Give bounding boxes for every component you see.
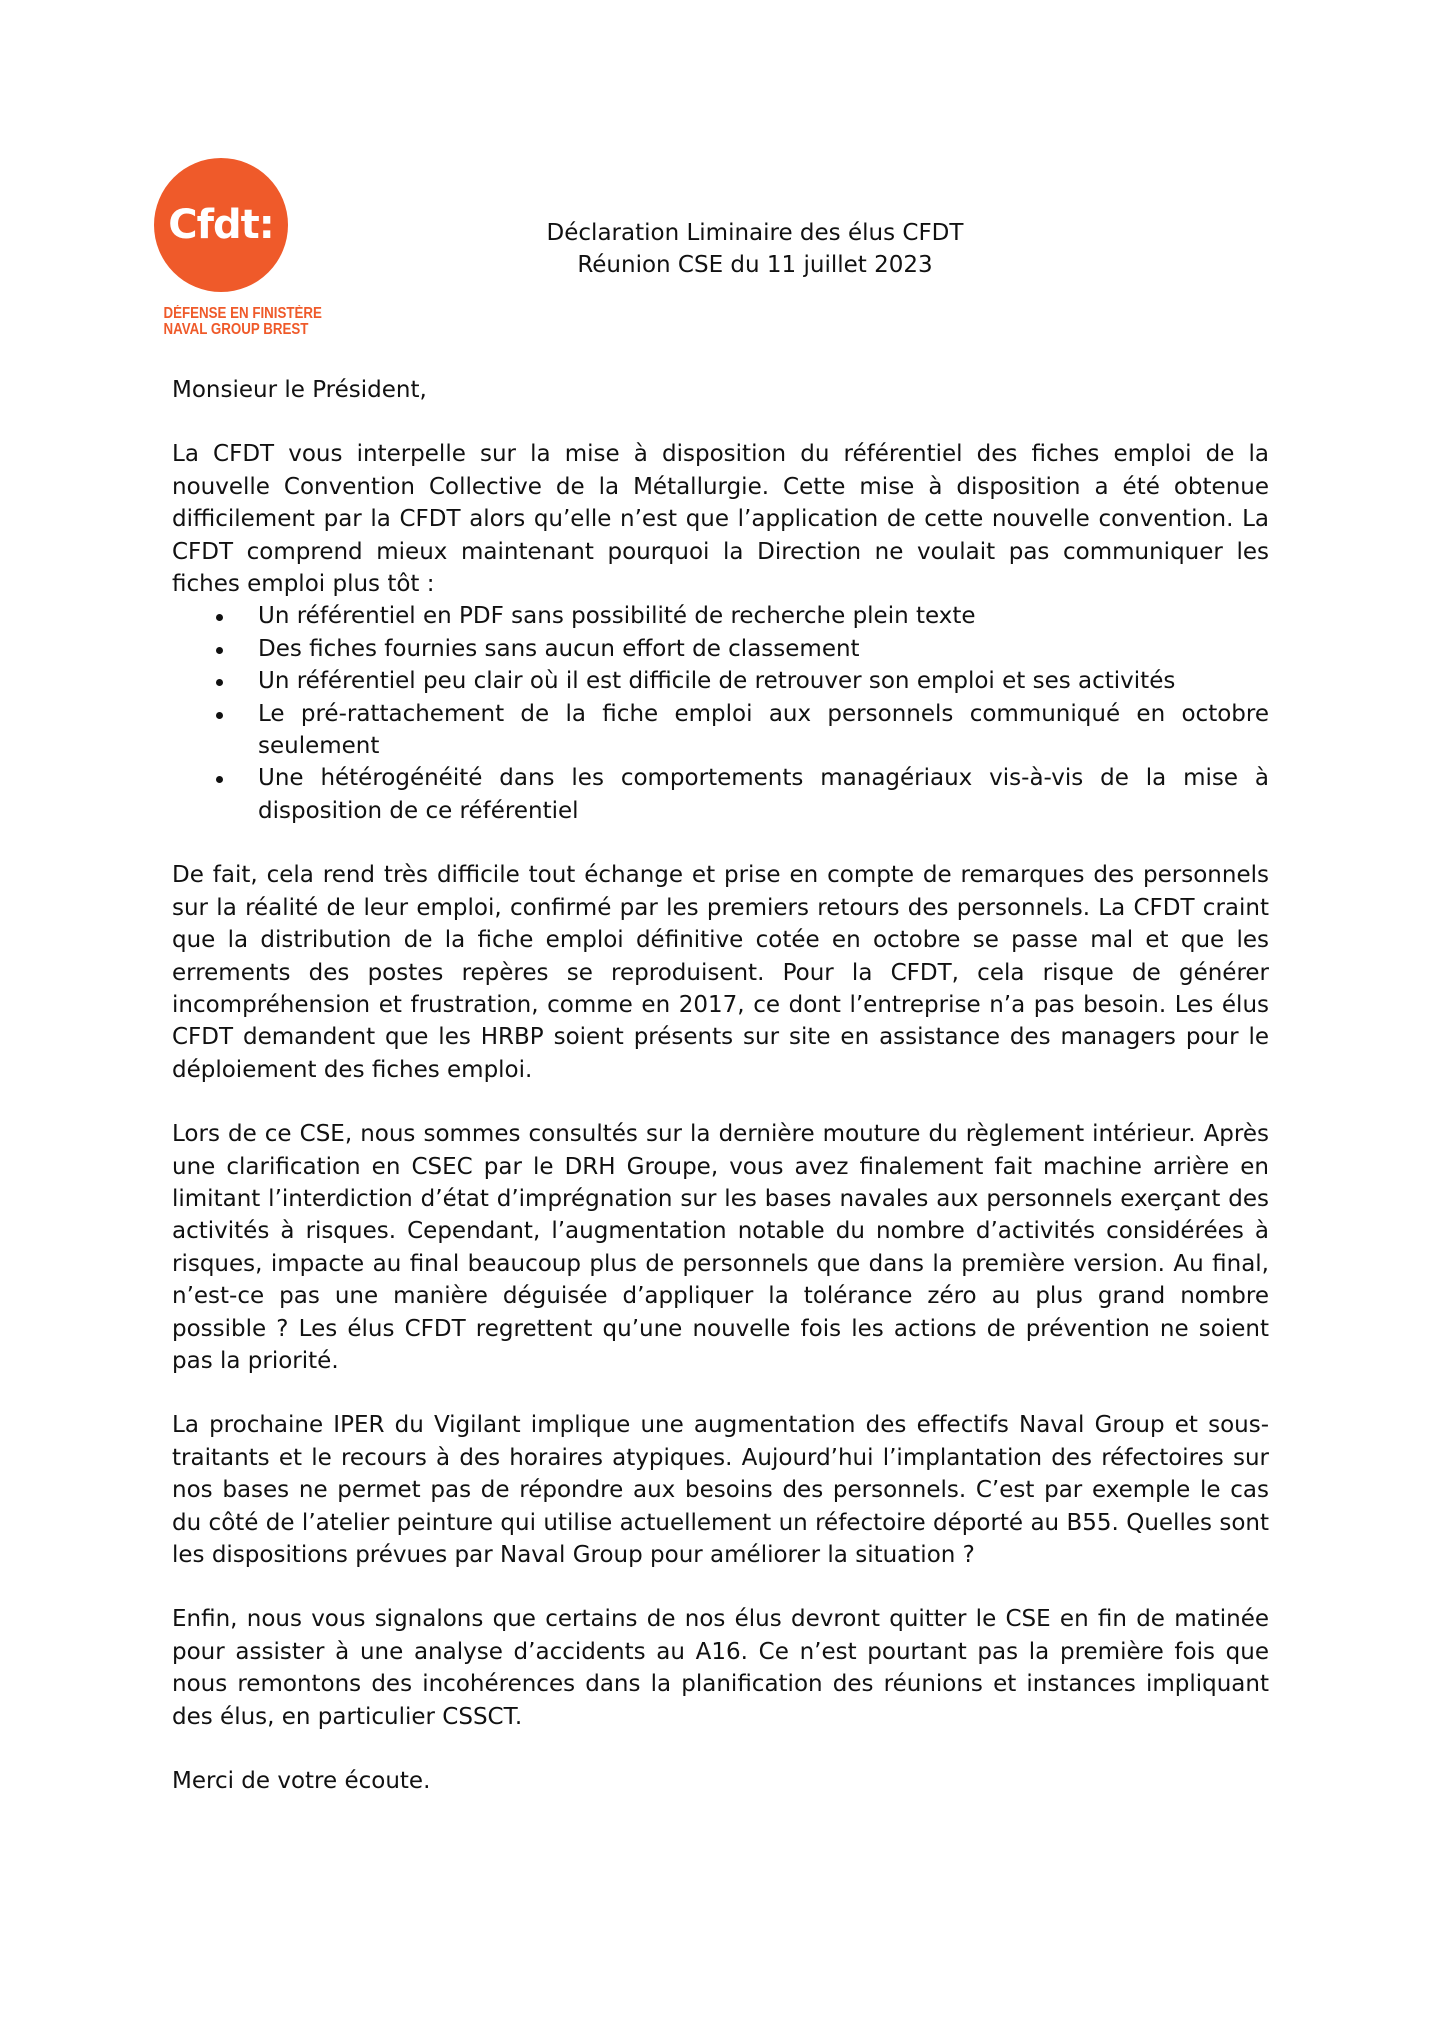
document-subtitle: Réunion CSE du 11 juillet 2023 bbox=[577, 252, 933, 278]
cfdt-logo bbox=[154, 158, 322, 338]
list-item: Une hétérogénéité dans les comportements managériaux vis-à-vis de la mise à disposition de ce référentiel bbox=[258, 762, 1269, 827]
paragraph-planification: Enfin, nous vous signalons que certains de nos élus devront quitter le CSE en fin de matinée pour assister à une analyse d’accidents au A16. Ce n’est pourtant pas la première fois que nous remontons des incohérences dans la planification des réunions et instances impliquant des élus, en particulier CSSCT. bbox=[172, 1606, 1269, 1730]
closing-line: Merci de votre écoute. bbox=[172, 1768, 431, 1795]
salutation: Monsieur le Président, bbox=[172, 377, 427, 403]
logo-subtitle-line1: DÉFENSE EN FINISTÈRE bbox=[163, 305, 322, 322]
paragraph-reglement-interieur: Lors de ce CSE, nous sommes consultés sur la dernière mouture du règlement intérieur. Après une clarification en CSEC par le DRH Groupe, vous avez finalement fait machine arrière en limitant l’interdiction d’état d’imprégnation sur les bases navales aux personnels exerçant des activités à risques. Cependant, l’augmentation notable du nombre d’activités considérées à risques, impacte au final beaucoup plus de personnels que dans la première version. Au final, n’est-ce pas une manière déguisée d’appliquer la tolérance zéro au plus grand nombre possible ? Les élus CFDT regrettent qu’une nouvelle fois les actions de prévention ne soient pas la priorité. bbox=[172, 1121, 1269, 1374]
paragraph-refectoires: La prochaine IPER du Vigilant implique une augmentation des effectifs Naval Group et sous-traitants et le recours à des horaires atypiques. Aujourd’hui l’implantation des réfectoires sur nos bases ne permet pas de répondre aux besoins des personnels. C’est par exemple le cas du côté de l’atelier peinture qui utilise actuellement un réfectoire déporté au B55. Quelles sont les dispositions prévues par Naval Group pour améliorer la situation ? bbox=[172, 1412, 1269, 1568]
list-item: Un référentiel peu clair où il est difficile de retrouver son emploi et ses activités bbox=[258, 665, 1269, 697]
logo-subtitle bbox=[163, 305, 322, 338]
logo-subtitle-line2: NAVAL GROUP BREST bbox=[163, 321, 309, 338]
document-header bbox=[470, 217, 1040, 281]
document-title: Déclaration Liminaire des élus CFDT bbox=[546, 220, 964, 246]
paragraph-consequences: De fait, cela rend très difficile tout échange et prise en compte de remarques des personnels sur la réalité de leur emploi, confirmé par les premiers retours des personnels. La CFDT craint que la distribution de la fiche emploi définitive cotée en octobre se passe mal et que les errements des postes repères se reproduisent. Pour la CFDT, cela risque de générer incompréhension et frustration, comme en 2017, ce dont l’entreprise n’a pas besoin. Les élus CFDT demandent que les HRBP soient présents sur site en assistance des managers pour le déploiement des fiches emploi. bbox=[172, 862, 1269, 1083]
document-body bbox=[172, 374, 1269, 1797]
cfdt-logo-wordmark: Cfdt: bbox=[168, 202, 274, 248]
bullet-list bbox=[172, 600, 1269, 827]
list-item: Des fiches fournies sans aucun effort de classement bbox=[258, 633, 1269, 665]
list-item: Le pré-rattachement de la fiche emploi aux personnels communiqué en octobre seulement bbox=[258, 698, 1269, 763]
list-item: Un référentiel en PDF sans possibilité de recherche plein texte bbox=[258, 600, 1269, 632]
cfdt-logo-circle bbox=[154, 158, 288, 292]
paragraph-referentiel: La CFDT vous interpelle sur la mise à disposition du référentiel des fiches emploi de la nouvelle Convention Collective de la Métallurgie. Cette mise à disposition a été obtenue difficilement par la CFDT alors qu’elle n’est que l’application de cette nouvelle convention. La CFDT comprend mieux maintenant pourquoi la Direction ne voulait pas communiquer les fiches emploi plus tôt : bbox=[172, 441, 1269, 598]
